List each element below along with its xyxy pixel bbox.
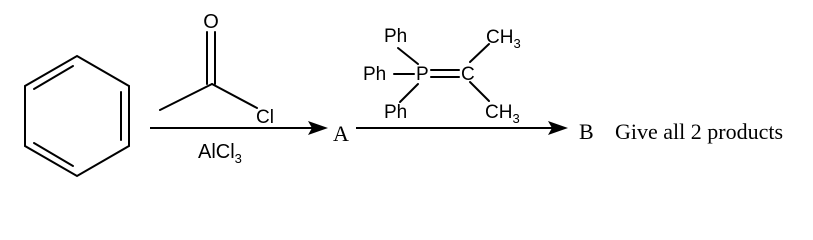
phosphorus-label: P: [416, 64, 429, 85]
chlorine-label: Cl: [256, 107, 274, 128]
benzene-structure: [25, 56, 129, 176]
phenyl-bottom-label: Ph: [384, 102, 408, 123]
methyl-top-label: $CH_3$: [486, 27, 521, 51]
c-methyl-top-bond: [470, 44, 489, 62]
carbon-chlorine-bond: [212, 84, 257, 108]
phenyl-top-label: Ph: [384, 26, 408, 47]
c-methyl-bottom-bond: [470, 82, 489, 101]
methyl-bond: [160, 84, 212, 110]
benzene-ring: [25, 56, 129, 176]
catalyst-label: AlCl$_3$: [198, 141, 242, 166]
methyl-bottom-label: $CH_3$: [485, 102, 520, 126]
oxygen-label: O: [203, 11, 219, 33]
p-phenyl-bottom-bond: [400, 84, 418, 102]
reaction-arrow-2: [356, 121, 568, 135]
acetyl-chloride-structure: [160, 11, 274, 128]
phenyl-left-label: Ph: [363, 64, 387, 85]
product-label: B: [579, 119, 594, 144]
p-phenyl-top-bond: [398, 48, 418, 64]
carbon-label: C: [461, 64, 475, 85]
ylide-structure: [363, 26, 521, 126]
reaction-arrow-1: [150, 121, 328, 135]
question-text: Give all 2 products: [615, 119, 784, 144]
intermediate-label: A: [333, 121, 349, 146]
